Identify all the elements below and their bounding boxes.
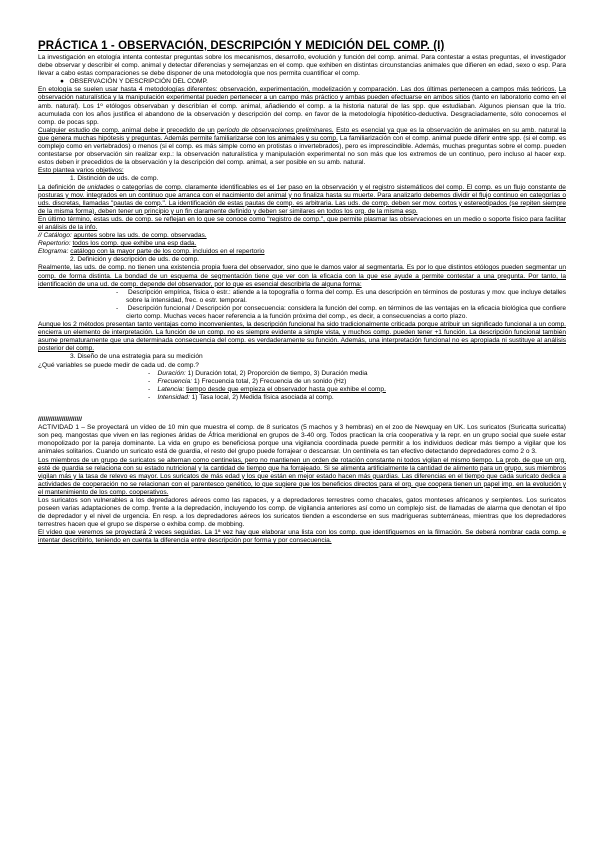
measure-term: Latencia: — [157, 385, 185, 393]
bullet-label: OBSERVACIÓN Y DESCRIPCIÓN DEL COMP. — [69, 78, 208, 86]
units-body: o categorías de comp. claramente identificables es el 1er paso en la observación y el registro sistemáticos del comp. El comp. es un flujo constante de posturas y mov. integrados en un continuo que arranca con el nacimiento del animal y no finaliza hasta su muerte. Para analizarlo debemos dividir el flujo continuo en categorías o uds. discretas, llamadas "pautas de comp.". La identificación de estas pautas de comp. es arbitraria. Las uds. de comp. deben ser mov. cortos y estereotipados (se repiten siempre de la misma forma), deben tener un principio y un fin claramente definido y deben ser similares en todos los org. de la misma esp. — [38, 183, 566, 215]
dash-icon: - — [148, 369, 158, 377]
definition-item — [38, 232, 566, 240]
dash-icon: - — [116, 304, 128, 312]
objectives-intro: Esto plantea varios objetivos: — [38, 167, 124, 175]
preliminary-rest: La familiarización con el comp. animal puede diferir entre spp. (si el comp. es complejo como en vertebrados) o menos (si el comp. es más simple como en protistas o invertebrados), pero es imprescindible. Además, muchas preguntas sobre el comp. pueden contestarse por observación sin realizar exp.: la observación naturalística y manipulación experimental no son más que los extremos de un continuo, pero incluso al hacer exp. estos deben ir precedidos de la observación y la descripción del comp. animal, a ser posible en su amb. natural. — [38, 134, 566, 167]
description-type-item — [38, 305, 566, 321]
page-title: PRÁCTICA 1 - OBSERVACIÓN, DESCRIPCIÓN Y MEDICIÓN DEL COMP. (I) — [38, 40, 445, 52]
definition-text: catálogo con la mayor parte de los comp. incluidos en el repertorio — [70, 248, 265, 256]
definition-text: todos los comp. que exhibe una esp dada. — [72, 240, 197, 248]
definition-term: Repertorio: — [38, 240, 71, 248]
dash-icon: - — [148, 385, 158, 393]
objective-3-heading: 3. Diseño de una estrategia para su medición — [70, 353, 203, 361]
measure-text: 1) Tasa local, 2) Medida física asociada al comp. — [191, 393, 334, 401]
measure-item — [38, 394, 566, 402]
measure-item — [38, 378, 566, 386]
objective-2-heading: 2. Definición y descripción de uds. de comp. — [70, 256, 200, 264]
definition-term: Etograma: — [38, 248, 69, 256]
section-bullet-observation — [38, 78, 566, 86]
section-separator: //////////////////////// — [38, 416, 82, 424]
definition-text: apuntes sobre las uds. de comp. observadas. — [73, 232, 207, 240]
dash-icon: - — [116, 288, 128, 296]
definition-term: // Catálogo: — [38, 232, 72, 240]
variables-question: ¿Qué variables se puede medir de cada ud. de comp.? — [38, 361, 199, 369]
description-types-list — [38, 289, 566, 321]
methodology-practical: La observación naturalística y la manipulación experimental pueden pertenecer a un campo más práctico y ambas pueden efectuarse en ambos sitios — [38, 86, 566, 102]
bullet-dot-icon: ● — [60, 78, 70, 86]
units-term: unidades — [87, 183, 114, 191]
units-paragraph — [38, 184, 566, 216]
measure-item — [38, 386, 566, 394]
sentinel-paragraph: Los miembros de un grupo de suricatos se alternan como centinelas, pero no mantienen un orden de rotación constante ni todos vigilan el mismo tiempo. La prob. de que un org. esté de guardia se relaciona con su estado nutricional y la cantidad de tiempo que ha forrajeado. Si se alimenta artificialmente la cantidad de alimento para un grupo, sus miembros vigilan más y la tasa de relevo es mayor. Los suricatos de más edad y los que están en mejor estado hacen más guardias. Las diferencias en el tiempo que cada suricato dedica a actividades de cooperación no se relacionan con el parentesco genético, lo que sugiere que los beneficios directos para el org. que coopera tienen un papel imp. en la evolución y el mantenimiento de los comp. cooperativos. — [38, 456, 566, 496]
measures-list — [38, 370, 566, 402]
dash-icon: - — [148, 393, 158, 401]
measure-text: 1) Frecuencia total, 2) Frecuencia de un sonido (Hz) — [193, 377, 347, 385]
objective-1-heading: 1. Distinción de uds. de comp. — [70, 175, 159, 183]
methodology-paragraph — [38, 86, 566, 126]
description-type-text: Descripción empírica, física o estr.: atiende a la topografía o forma del comp. Es una descripción en términos de posturas y mov. que incluye detalles sobre la intensidad, frec. o estr. temporal. — [126, 288, 566, 304]
register-paragraph: En último término, estas uds. de comp. se reflejan en lo que se conoce como "registro de comp.", que permite plasmar las observaciones en un medio o soporte físico para facilitar el análisis de la info. — [38, 215, 566, 231]
methodology-sentence: En etología se suelen usar hasta 4 metodologías diferentes: observación, experimentación, modelización y comparación. Las dos últimas pertenecen a campos más teóricos. — [38, 86, 557, 94]
measure-text: tiempo desde que empieza el observador hasta que exhibe el comp. — [186, 385, 386, 393]
definition-item — [38, 248, 566, 256]
document-page — [38, 40, 566, 546]
preliminary-reason: Esto es esencial ya que es la observación de animales en su amb. natural la que genera muchas hipótesis y preguntas. Además permite familiarizarse con los animales y su comp. — [38, 126, 566, 142]
segmentation-paragraph: Realmente, las uds. de comp. no tienen una existencia propia fuera del observador, sino que le damos valor al segmentarla. Es por lo que distintos etólogos pueden segmentar un comp. de forma distinta. La bondad de un esquema de segmentación tiene que ver con la eficacia con la que ese ayude a permite contestar a una pregunta. Por tanto, la identificación de una ud. de comp. depende del observador, por lo que es esencial describirla de alguna forma: — [38, 264, 566, 288]
video-instructions-paragraph: El vídeo que veremos se proyectará 2 veces seguidas. La 1ª vez hay que elaborar una lista con los comp. que identifiquemos en la filmación. Se deberá nombrar cada comp. e intentar describirlo, teniendo en cuenta la diferencia entre descripción por forma y por consecuencia. — [38, 529, 566, 545]
measure-term: Intensidad: — [157, 393, 190, 401]
units-lead: La definición de — [38, 183, 85, 191]
preliminary-paragraph — [38, 127, 566, 167]
predators-paragraph: Los suricatos son vulnerables a los depredadores aéreos como las rapaces, y a depredadores terrestres como chacales, gatos monteses africanos y serpientes. Los suricatos poseen varias adaptaciones de comp. frente a la depredación, incluyendo los comp. de vigilancia anteriores así como un complejo sist. de llamadas de alarma que denotan el tipo de depredador y el nivel de urgencia. En resp. a los depredadores aéreos los suricatos tienden a esconderse en sus madrigueras subterráneas, mientras que los depredadores terrestres hacen que el grupo se disperse o exhiba comp. de mobbing. — [38, 496, 566, 529]
preliminary-term: período de observaciones preliminares. — [217, 126, 334, 134]
definitions-list — [38, 232, 566, 256]
intro-paragraph: La investigación en etología intenta contestar preguntas sobre los mecanismos, desarrollo, evolución y función del comp. animal. Para contestar a estas preguntas, el investigador debe observar y describir el comp. animal y detectar diferencias y semejanzas en el comp. que exhiben en distintas circunstancias animales que difieren en edad, sexo o esp. Para llevar a cabo estas comparaciones se debe disponer de una metodología que nos permita cuantificar el comp. — [38, 54, 566, 78]
comparison-paragraph: Aunque los 2 métodos presentan tanto ventajas como inconvenientes, la descripción funcional ha sido tradicionalmente criticada porque atribuir un significado funcional a un comp. encierra un elemento de interpretación. La función de un comp. no es siempre evidente a simple vista, y muchos comp. pueden tener +1 función. La descripción funcional también asume prematuramente que una determinada consecuencia del comp. es verdaderamente su función. Además, una interpretación funcional no es apropiada ni sustituye al análisis posterior del comp. — [38, 321, 566, 353]
measure-text: 1) Duración total, 2) Proporción de tiempo, 3) Duración media — [187, 369, 368, 377]
measure-term: Duración: — [157, 369, 186, 377]
dash-icon: - — [148, 377, 158, 385]
measure-item — [38, 370, 566, 378]
preliminary-lead: Cualquier estudio de comp. animal debe ir precedido de un — [38, 126, 215, 134]
definition-item — [38, 240, 566, 248]
description-type-item — [38, 289, 566, 305]
measure-term: Frecuencia: — [157, 377, 192, 385]
methodology-rest: (tanto en laboratorio como en el amb. natural). Los 1º etólogos observaban y describían el comp. animal, añadiendo el comp. a la historia natural de las spp. que estudiaban. Algunos piensan que la trío. acumulada con los años justifica el abandono de la observación y descripción del comp. en favor de la metodología hipotético-deductiva. Desgraciadamente, sólo conocemos el comp. de pocas spp. — [38, 94, 566, 126]
description-type-text: Descripción funcional / Descripción por consecuencia: considera la función del comp. en términos de las ventajas en la eficacia biológica que confiere cierto comp. Muchas veces hacer referencia a la función próxima del comp., es decir, a consecuencias a corto plazo. — [126, 304, 566, 320]
activity-paragraph: ACTIVIDAD 1 – Se proyectará un vídeo de 10 min que muestra el comp. de 8 suricatos (5 machos y 3 hembras) en el zoo de Newquay en UK. Los suricatos (Suricatta suricatta) son peq. mangostas que viven en las regiones áridas de África meridional en grupos de 3-40 org. Todos practican la cría cooperativa y la repr. en un grupo social que suele estar monopolizado por la pareja dominante. La vida en grupo es beneficiosa porque una vigilancia coordinada puede permitir a los individuos dedicar más tiempo a vigilar que los animales solitarios. Cuando un suricato está de guardia, el resto del grupo puede forrajear o descansar. Un centinela es tan efectivo detectando depredadores como 2 o 3. — [38, 424, 566, 456]
